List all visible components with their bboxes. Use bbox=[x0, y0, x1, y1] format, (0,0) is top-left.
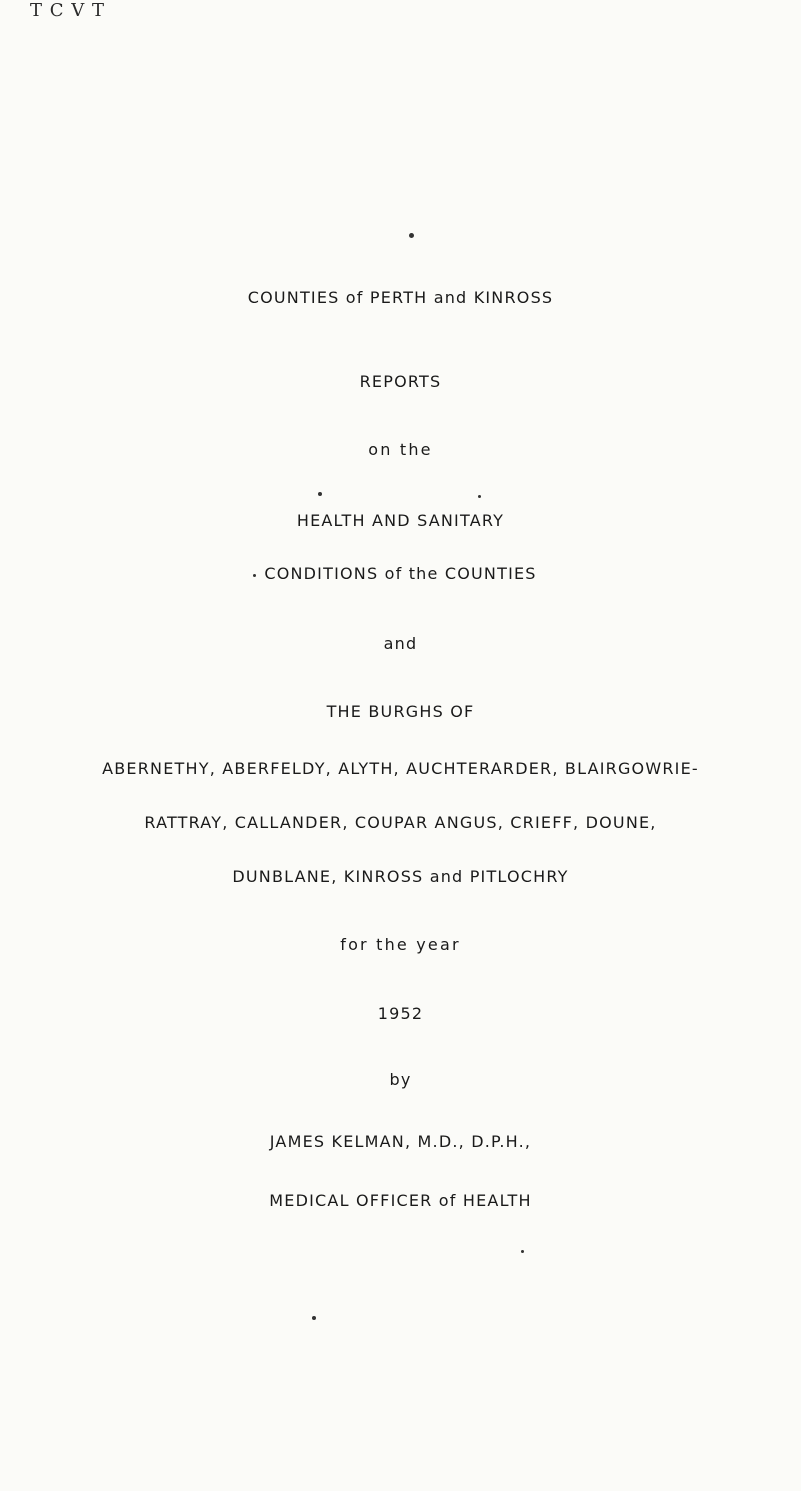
title-counties: COUNTIES of PERTH and KINROSS bbox=[247, 288, 554, 307]
author-name: JAMES KELMAN, M.D., D.P.H., bbox=[269, 1132, 532, 1151]
burghs-list-line-2: RATTRAY, CALLANDER, COUPAR ANGUS, CRIEFF, DOUNE, bbox=[144, 813, 657, 832]
title-reports: REPORTS bbox=[359, 372, 442, 391]
by-label: by bbox=[389, 1070, 412, 1089]
title-health-sanitary: HEALTH AND SANITARY bbox=[296, 511, 505, 530]
scan-speck bbox=[521, 1250, 524, 1253]
title-on-the: on the bbox=[368, 440, 433, 459]
scan-speck bbox=[253, 574, 256, 577]
burghs-list-line-3: DUNBLANE, KINROSS and PITLOCHRY bbox=[232, 867, 569, 886]
burghs-list-line-1: ABERNETHY, ABERFELDY, ALYTH, AUCHTERARDER, BLAIRGOWRIE- bbox=[102, 759, 699, 778]
scan-speck bbox=[409, 233, 414, 238]
scan-speck bbox=[318, 492, 322, 496]
title-and: and bbox=[383, 634, 418, 653]
scan-speck bbox=[312, 1316, 316, 1320]
report-year: 1952 bbox=[377, 1004, 424, 1023]
for-the-year: for the year bbox=[340, 935, 461, 954]
author-role: MEDICAL OFFICER of HEALTH bbox=[269, 1191, 532, 1210]
title-burghs-of: THE BURGHS OF bbox=[326, 702, 475, 721]
scan-speck bbox=[478, 495, 481, 498]
handwritten-corner-mark: T C V T bbox=[30, 0, 105, 21]
title-conditions: CONDITIONS of the COUNTIES bbox=[264, 564, 537, 583]
